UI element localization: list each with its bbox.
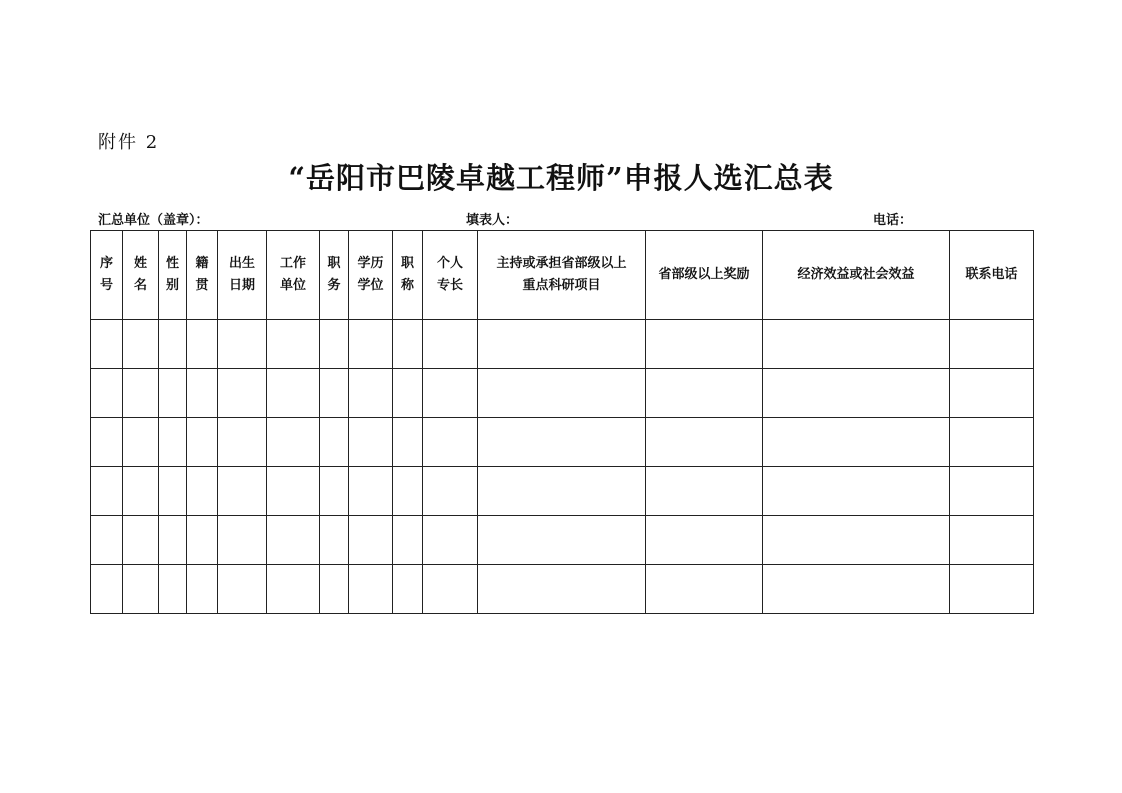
phone-label: 电话： (873, 213, 913, 228)
column-header-line1: 工作 (279, 256, 306, 271)
table-cell[interactable] (91, 418, 123, 467)
table-cell[interactable] (478, 565, 646, 614)
table-cell[interactable] (423, 418, 478, 467)
column-header (393, 231, 423, 320)
table-cell[interactable] (159, 320, 187, 369)
table-cell[interactable] (478, 467, 646, 516)
table-cell[interactable] (320, 467, 349, 516)
table-row (91, 516, 1034, 565)
summary-table (90, 230, 1034, 614)
table-cell[interactable] (349, 369, 393, 418)
table-cell[interactable] (320, 320, 349, 369)
column-header-line1: 姓 (133, 256, 147, 271)
column-header-line2: 名 (133, 278, 147, 293)
table-cell[interactable] (267, 369, 320, 418)
table-row (91, 467, 1034, 516)
column-header-line1: 省部级以上奖励 (658, 267, 750, 282)
table-cell[interactable] (218, 467, 267, 516)
table-cell[interactable] (267, 565, 320, 614)
table-cell[interactable] (423, 369, 478, 418)
table-cell[interactable] (349, 320, 393, 369)
column-header (267, 231, 320, 320)
column-header-line1: 联系电话 (965, 267, 1018, 282)
table-cell[interactable] (393, 565, 423, 614)
table-cell[interactable] (320, 369, 349, 418)
column-header-line1: 出生 (228, 256, 255, 271)
column-header (91, 231, 123, 320)
table-cell[interactable] (267, 418, 320, 467)
table-cell[interactable] (646, 320, 763, 369)
table-cell[interactable] (763, 516, 950, 565)
table-cell[interactable] (91, 320, 123, 369)
column-header-line1: 学历 (357, 256, 384, 271)
table-cell[interactable] (123, 565, 159, 614)
table-cell[interactable] (267, 320, 320, 369)
table-cell[interactable] (646, 369, 763, 418)
table-cell[interactable] (423, 565, 478, 614)
column-header-line1: 经济效益或社会效益 (797, 267, 915, 282)
column-header (159, 231, 187, 320)
table-cell[interactable] (159, 467, 187, 516)
table-cell[interactable] (763, 565, 950, 614)
table-cell[interactable] (91, 467, 123, 516)
table-cell[interactable] (123, 516, 159, 565)
table-cell[interactable] (187, 516, 218, 565)
column-header-line2: 务 (327, 278, 341, 293)
column-header-line1: 籍 (195, 256, 209, 271)
column-header-line1: 个人 (436, 256, 463, 271)
table-cell[interactable] (218, 565, 267, 614)
table-cell[interactable] (763, 467, 950, 516)
table-cell[interactable] (91, 516, 123, 565)
table-cell[interactable] (393, 320, 423, 369)
column-header-line2: 别 (165, 278, 179, 293)
table-cell[interactable] (763, 320, 950, 369)
table-cell[interactable] (349, 467, 393, 516)
table-cell[interactable] (478, 418, 646, 467)
table-cell[interactable] (123, 467, 159, 516)
table-cell[interactable] (187, 467, 218, 516)
column-header-line2: 专长 (436, 278, 463, 293)
table-cell[interactable] (187, 320, 218, 369)
column-header (218, 231, 267, 320)
table-cell[interactable] (187, 369, 218, 418)
table-cell[interactable] (646, 418, 763, 467)
table-cell[interactable] (646, 467, 763, 516)
table-cell[interactable] (950, 516, 1034, 565)
column-header (320, 231, 349, 320)
table-cell[interactable] (646, 516, 763, 565)
table-cell[interactable] (123, 320, 159, 369)
column-header-line1: 主持或承担省部级以上 (496, 256, 627, 271)
table-cell[interactable] (91, 565, 123, 614)
table-cell[interactable] (423, 320, 478, 369)
table-cell[interactable] (218, 516, 267, 565)
table-cell[interactable] (763, 369, 950, 418)
table-row (91, 565, 1034, 614)
table-row (91, 418, 1034, 467)
table-body (91, 320, 1034, 614)
column-header-line2: 单位 (279, 278, 306, 293)
page-title: “岳阳市巴陵卓越工程师”申报人选汇总表 (288, 161, 834, 195)
column-header-line2: 称 (400, 278, 414, 293)
column-header (349, 231, 393, 320)
table-cell[interactable] (159, 369, 187, 418)
table-row (91, 369, 1034, 418)
column-header (763, 231, 950, 320)
column-header (423, 231, 478, 320)
table-row (91, 320, 1034, 369)
table-cell[interactable] (349, 418, 393, 467)
table-cell[interactable] (267, 467, 320, 516)
table-cell[interactable] (159, 516, 187, 565)
column-header-line2: 日期 (228, 278, 255, 293)
table-cell[interactable] (950, 418, 1034, 467)
table-cell[interactable] (646, 565, 763, 614)
column-header-line2: 学位 (357, 278, 384, 293)
table-cell[interactable] (478, 516, 646, 565)
column-header (123, 231, 159, 320)
column-header-line1: 序 (99, 256, 113, 271)
attachment-label: 附件 2 (98, 132, 160, 153)
table-cell[interactable] (187, 418, 218, 467)
table-cell[interactable] (187, 565, 218, 614)
table-cell[interactable] (218, 320, 267, 369)
table-cell[interactable] (950, 369, 1034, 418)
table-cell[interactable] (950, 320, 1034, 369)
table-cell[interactable] (91, 369, 123, 418)
table-cell[interactable] (320, 418, 349, 467)
table-cell[interactable] (349, 565, 393, 614)
table-cell[interactable] (349, 516, 393, 565)
table-cell[interactable] (320, 516, 349, 565)
table-cell[interactable] (423, 467, 478, 516)
table-cell[interactable] (159, 565, 187, 614)
column-header (950, 231, 1034, 320)
column-header-line2: 重点科研项目 (522, 278, 601, 293)
table-cell[interactable] (478, 320, 646, 369)
table-cell[interactable] (950, 467, 1034, 516)
table-cell[interactable] (218, 369, 267, 418)
table-cell[interactable] (123, 369, 159, 418)
table-cell[interactable] (393, 418, 423, 467)
column-header (187, 231, 218, 320)
table-cell[interactable] (393, 369, 423, 418)
column-header-line2: 号 (99, 278, 113, 293)
table-cell[interactable] (393, 516, 423, 565)
table-cell[interactable] (159, 418, 187, 467)
column-header-line1: 职 (400, 256, 414, 271)
table-cell[interactable] (478, 369, 646, 418)
table-cell[interactable] (763, 418, 950, 467)
table-header-row (91, 231, 1034, 320)
column-header (646, 231, 763, 320)
filler-label: 填表人： (466, 213, 519, 228)
table-cell[interactable] (218, 418, 267, 467)
table-cell[interactable] (123, 418, 159, 467)
table-cell[interactable] (320, 565, 349, 614)
table-cell[interactable] (267, 516, 320, 565)
summary-unit-label: 汇总单位（盖章）： (98, 213, 209, 228)
table-cell[interactable] (393, 467, 423, 516)
column-header-line1: 性 (165, 256, 179, 271)
table-cell[interactable] (423, 516, 478, 565)
column-header-line2: 贯 (195, 278, 209, 293)
column-header (478, 231, 646, 320)
table-cell[interactable] (950, 565, 1034, 614)
column-header-line1: 职 (327, 256, 341, 271)
